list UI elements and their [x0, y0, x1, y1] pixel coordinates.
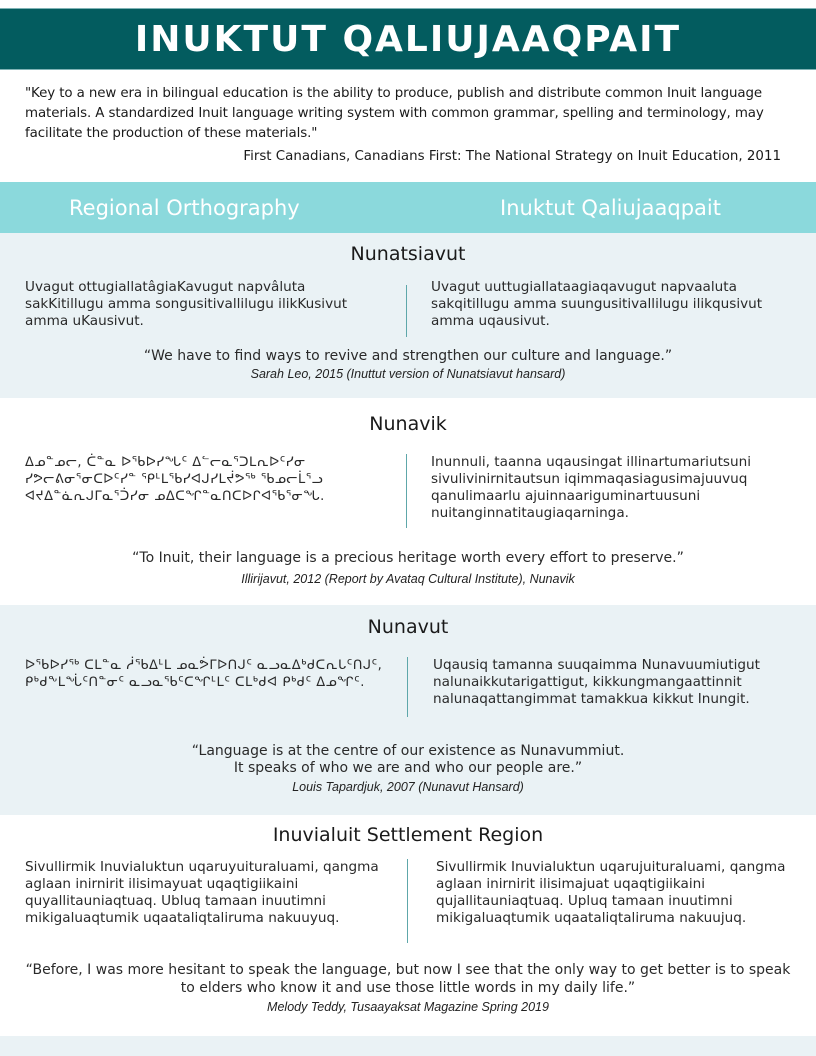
region-title: Inuvialuit Settlement Region — [272, 824, 544, 846]
quote-citation: Illirijavut, 2012 (Report by Avataq Cultural Institute), Nunavik — [241, 572, 575, 586]
region-quote: “Before, I was more hesitant to speak the language, but now I see that the only way to get better is to speak to elders who know it and use those little words in my daily life.” — [25, 962, 791, 996]
intro-source: First Canadians, Canadians First: The National Strategy on Inuit Education, 2011 — [243, 149, 781, 164]
region-title: Nunavut — [367, 616, 449, 638]
column-header-standard: Inuktut Qaliujaaqpait — [500, 196, 721, 220]
section-inuvialuit — [0, 815, 816, 1036]
footer-band — [0, 1036, 816, 1056]
intro-block — [25, 84, 785, 164]
region-quote-line2: It speaks of who we are and who our people are.” — [233, 760, 583, 776]
standard-text: Sivullirmik Inuvialuktun uqarujuituraluami, qangma aglaan inirnirit ilisimajuat uqaqtigiikaini qujallitauniaqtuaq. Upluq tamaan inuutimni mikigaluaqtumik uqaataliqtaliruma nakuujuq. — [436, 859, 786, 926]
regional-syllabics-text: ᐅᖃᐅᓯᖅ ᑕᒪᓐᓇ ᓲᖃᐃᒻᒪ ᓄᓇᕘᒥᐅᑎᒍᑦ ᓇᓗᓇᐃᒃᑯᑕᕆᒐᑦᑎᒍᑦ, ᑭᒃᑯᖕᒪᖔᑦᑎᓐᓂᑦ ᓇᓗᓇᖃᑦᑕᖏᒻᒪᑦ ᑕᒪᒃᑯᐊ ᑭᒃᑯᑦ ᐃᓄᖏᑦ. — [25, 658, 383, 690]
regional-text: Sivullirmik Inuvialuktun uqaruyuituraluami, qangma aglaan inirnirit ilisimayuat uqaqtigiikaini quyallitauniaqtuaq. Ubluq tamaan inuutimni mikigaluaqtumik uqaataliqtaliruma nakuuyuq. — [25, 859, 379, 926]
regional-syllabics-text: ᐃᓄᓐᓄᓕ, ᑖᓐᓇ ᐅᖃᐅᓯᖓᑦ ᐃᓪᓕᓇᕐᑐᒪᕆᐅᑦᓯᓂ ᓯᕗᓕᕕᓂᕐᓂᑕᐅᑦᓯᓐ ᕿᒻᒪᖃᓯᐊᒍᓯᒪᔫᕗᖅ ᖃᓄᓕᒫᕐᓗ ᐊᔪᐃᓐᓈᕆᒍᒥᓇᕐᑑᓯᓂ ᓄᐃᑕᖏᓐᓇᑎᑕᐅᒋᐊᖃᕐᓂᖓ. — [25, 455, 325, 504]
quote-citation: Melody Teddy, Tusaayaksat Magazine Spring 2019 — [267, 1000, 549, 1014]
column-divider — [407, 859, 408, 943]
region-quote: “We have to find ways to revive and strengthen our culture and language.” — [143, 348, 673, 364]
quote-citation: Sarah Leo, 2015 (Inuttut version of Nunatsiavut hansard) — [250, 367, 566, 381]
column-divider — [406, 454, 407, 528]
column-header-band — [0, 182, 816, 233]
regional-text: Uvagut ottugiallatâgiaKavugut napvâluta sakKitillugu amma songusitivallilugu ilikKusivut amma uKausivut. — [25, 279, 348, 329]
region-title: Nunavik — [369, 413, 447, 435]
intro-quote: "Key to a new era in bilingual education is the ability to produce, publish and distribute common Inuit language materials. A standardized Inuit language writing system with common grammar, spelling and terminology, may facilitate the production of these materials." — [25, 86, 764, 141]
title-banner — [0, 8, 816, 70]
standard-text: Uvagut uuttugiallataagiaqavugut napvaaluta sakqitillugu amma suungusitivallilugu ilikqusivut amma uqausivut. — [431, 279, 763, 329]
region-quote: “To Inuit, their language is a precious heritage worth every effort to preserve.” — [132, 550, 684, 566]
section-nunatsiavut — [0, 233, 816, 398]
column-divider — [406, 285, 407, 337]
standard-text: Inunnuli, taanna uqausingat illinartumariutsuni sivulivinirnitautsun iqimmaqasiagusimajuuvuq qanulimaarlu ajuinnaariguminartuusuni nuitanginnatitaugiaqarninga. — [431, 454, 751, 521]
region-title: Nunatsiavut — [350, 243, 466, 265]
column-divider — [407, 657, 408, 717]
region-quote-line1: “Language is at the centre of our existence as Nunavummiut. — [191, 743, 625, 759]
quote-citation: Louis Tapardjuk, 2007 (Nunavut Hansard) — [292, 780, 524, 794]
standard-text: Uqausiq tamanna suuqaimma Nunavuumiutigut nalunaikkutarigattigut, kikkungmangaattinnit nalunaqattangimmat tamakkua kikkut Inungit. — [433, 657, 760, 707]
page-title: INUKTUT QALIUJAAQPAIT — [134, 18, 682, 60]
column-header-regional: Regional Orthography — [69, 196, 300, 220]
section-nunavut — [0, 605, 816, 815]
section-nunavik — [0, 398, 816, 605]
